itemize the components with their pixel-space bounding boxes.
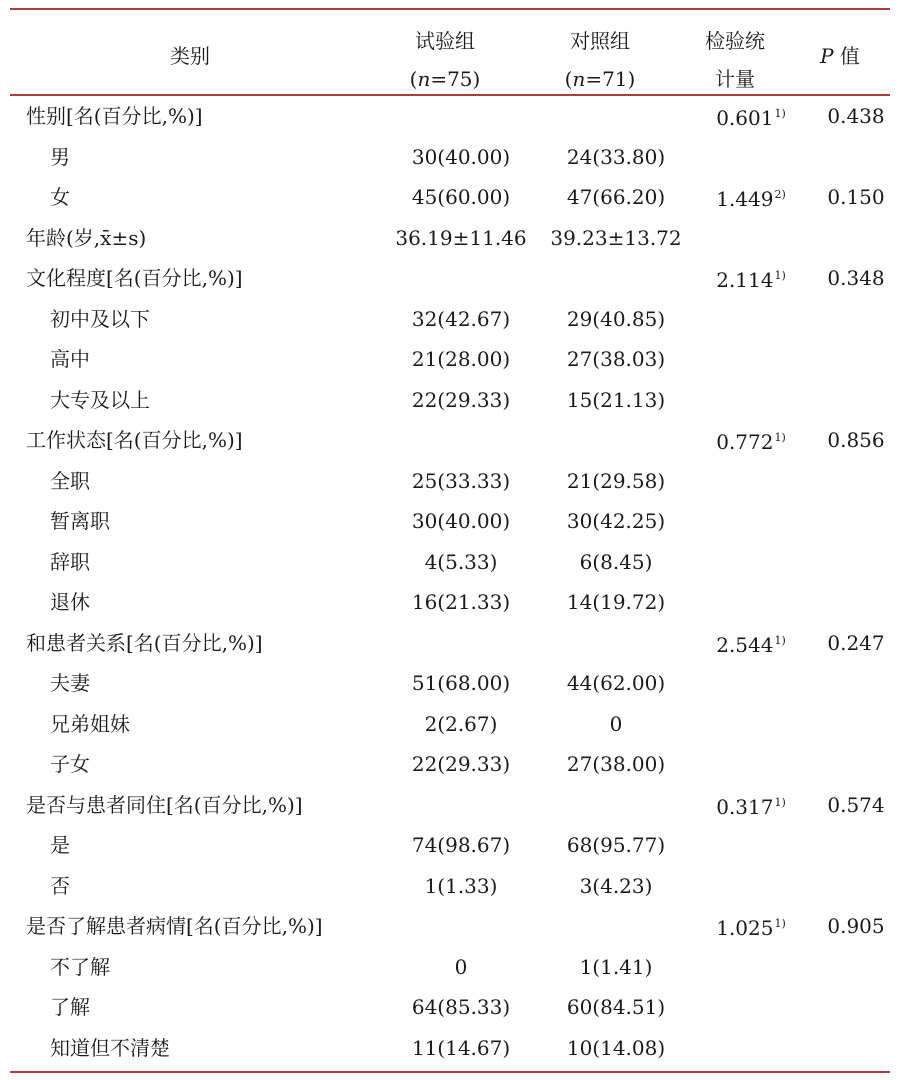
cell-control-group	[536, 785, 696, 826]
cell-p-value-text: 0.438	[827, 104, 885, 129]
cell-control-group-text: 29(40.85)	[566, 306, 666, 331]
table-row	[10, 785, 900, 826]
cell-test-statistic	[696, 744, 806, 785]
cell-p-value-text: 0.150	[827, 185, 885, 210]
cell-control-group-text: 6(8.45)	[579, 549, 653, 574]
cell-control-group-text: 30(42.25)	[566, 509, 666, 534]
cell-control-group-text: 14(19.72)	[566, 590, 666, 615]
cell-p-value	[806, 380, 900, 421]
footnote-marker: 1)	[774, 795, 786, 809]
cell-trial-group	[386, 906, 536, 947]
cell-p-value	[806, 663, 900, 704]
header-trial-group	[370, 22, 520, 98]
cell-trial-group-text: 30(40.00)	[411, 144, 511, 169]
cell-trial-group	[386, 987, 536, 1028]
cell-p-value	[806, 866, 900, 907]
cell-p-value	[806, 947, 900, 988]
cell-trial-group-text: 1(1.33)	[424, 873, 498, 898]
table-row	[10, 1028, 900, 1069]
cell-p-value	[806, 825, 900, 866]
footnote-marker: 1)	[774, 269, 786, 283]
cell-category	[10, 137, 386, 178]
cell-control-group	[536, 623, 696, 664]
table-row	[10, 825, 900, 866]
header-p-rest: 值	[833, 44, 860, 68]
cell-test-statistic	[696, 906, 806, 947]
table-header	[10, 10, 890, 94]
cell-control-group	[536, 542, 696, 583]
cell-trial-group	[386, 218, 536, 259]
cell-trial-group	[386, 501, 536, 542]
cell-control-group-text: 44(62.00)	[566, 671, 666, 696]
cell-test-statistic	[696, 947, 806, 988]
cell-p-value	[806, 501, 900, 542]
table-row	[10, 339, 900, 380]
cell-control-group	[536, 380, 696, 421]
cell-category	[10, 906, 386, 947]
table-row	[10, 420, 900, 461]
cell-trial-group	[386, 420, 536, 461]
cell-p-value	[806, 542, 900, 583]
table-row	[10, 906, 900, 947]
cell-trial-group-text: 36.19±11.46	[395, 225, 527, 250]
cell-test-statistic	[696, 623, 806, 664]
cell-category-text: 和患者关系[名(百分比,%)]	[26, 630, 263, 655]
cell-control-group	[536, 704, 696, 745]
cell-category-text: 高中	[50, 347, 90, 372]
cell-p-value	[806, 339, 900, 380]
cell-trial-group	[386, 623, 536, 664]
table-row	[10, 218, 900, 259]
table-row	[10, 744, 900, 785]
cell-test-statistic	[696, 96, 806, 137]
table-row	[10, 542, 900, 583]
cell-category-text: 男	[50, 144, 70, 169]
footnote-marker: 1)	[774, 917, 786, 931]
header-p-var: P	[820, 44, 834, 68]
cell-trial-group	[386, 339, 536, 380]
cell-category-text: 知道但不清楚	[50, 1035, 170, 1060]
cell-trial-group-text: 16(21.33)	[411, 590, 511, 615]
cell-p-value	[806, 906, 900, 947]
header-control-n-value: =71	[585, 67, 628, 91]
cell-trial-group	[386, 663, 536, 704]
cell-control-group-text: 39.23±13.72	[550, 225, 682, 250]
cell-test-statistic-text: 1.449	[716, 187, 774, 212]
cell-trial-group	[386, 1028, 536, 1069]
cell-control-group-text: 68(95.77)	[566, 833, 666, 858]
table-row	[10, 663, 900, 704]
cell-test-statistic	[696, 177, 806, 218]
cell-category	[10, 501, 386, 542]
cell-category-text: 全职	[50, 468, 90, 493]
cell-trial-group-text: 2(2.67)	[424, 711, 498, 736]
cell-category	[10, 825, 386, 866]
cell-trial-group	[386, 542, 536, 583]
table-row	[10, 947, 900, 988]
cell-category	[10, 947, 386, 988]
cell-trial-group-text: 45(60.00)	[411, 185, 511, 210]
cell-category-text: 夫妻	[50, 671, 90, 696]
cell-category-text: 是否与患者同住[名(百分比,%)]	[26, 792, 303, 817]
cell-test-statistic	[696, 663, 806, 704]
cell-trial-group-text: 4(5.33)	[424, 549, 498, 574]
cell-test-statistic	[696, 987, 806, 1028]
header-test-statistic	[680, 22, 790, 98]
footnote-marker: 1)	[774, 633, 786, 647]
cell-test-statistic	[696, 137, 806, 178]
cell-trial-group	[386, 704, 536, 745]
header-trial-n-value: =75	[430, 67, 473, 91]
cell-control-group-text: 1(1.41)	[579, 954, 653, 979]
cell-category-text: 是	[50, 833, 70, 858]
cell-p-value-text: 0.574	[827, 792, 885, 817]
cell-category	[10, 218, 386, 259]
cell-p-value	[806, 987, 900, 1028]
cell-trial-group-text: 21(28.00)	[411, 347, 511, 372]
cell-test-statistic-text: 0.317	[716, 794, 774, 819]
cell-trial-group	[386, 96, 536, 137]
cell-p-value	[806, 785, 900, 826]
cell-control-group	[536, 987, 696, 1028]
cell-control-group	[536, 339, 696, 380]
table-row	[10, 137, 900, 178]
cell-control-group-text: 47(66.20)	[566, 185, 666, 210]
cell-trial-group	[386, 258, 536, 299]
cell-category	[10, 785, 386, 826]
cell-category-text: 了解	[50, 995, 90, 1020]
cell-test-statistic	[696, 866, 806, 907]
cell-control-group	[536, 501, 696, 542]
header-p-value	[790, 40, 890, 69]
cell-control-group	[536, 866, 696, 907]
cell-control-group	[536, 461, 696, 502]
footnote-marker: 1)	[774, 431, 786, 445]
cell-control-group	[536, 177, 696, 218]
cell-p-value	[806, 177, 900, 218]
cell-test-statistic	[696, 825, 806, 866]
cell-category	[10, 339, 386, 380]
cell-trial-group-text: 22(29.33)	[411, 387, 511, 412]
table-body	[10, 96, 900, 1068]
cell-trial-group-text: 64(85.33)	[411, 995, 511, 1020]
cell-control-group	[536, 1028, 696, 1069]
cell-trial-group	[386, 380, 536, 421]
cell-trial-group	[386, 825, 536, 866]
cell-p-value	[806, 218, 900, 259]
cell-category	[10, 420, 386, 461]
cell-test-statistic	[696, 218, 806, 259]
cell-control-group-text: 0	[609, 711, 623, 736]
cell-test-statistic-text: 0.772	[716, 430, 774, 455]
cell-test-statistic	[696, 542, 806, 583]
table-row	[10, 96, 900, 137]
cell-control-group-text: 27(38.00)	[566, 752, 666, 777]
table-row	[10, 380, 900, 421]
cell-category	[10, 866, 386, 907]
cell-category	[10, 704, 386, 745]
cell-trial-group-text: 32(42.67)	[411, 306, 511, 331]
cell-control-group-text: 21(29.58)	[566, 468, 666, 493]
table-row	[10, 299, 900, 340]
cell-category	[10, 299, 386, 340]
cell-category-text: 初中及以下	[50, 306, 150, 331]
cell-category	[10, 663, 386, 704]
cell-p-value	[806, 96, 900, 137]
cell-test-statistic	[696, 582, 806, 623]
cell-category-text: 文化程度[名(百分比,%)]	[26, 266, 243, 291]
cell-trial-group-text: 22(29.33)	[411, 752, 511, 777]
cell-category-text: 大专及以上	[50, 387, 150, 412]
cell-category	[10, 258, 386, 299]
cell-trial-group	[386, 299, 536, 340]
cell-p-value	[806, 623, 900, 664]
cell-trial-group-text: 51(68.00)	[411, 671, 511, 696]
cell-p-value	[806, 258, 900, 299]
cell-test-statistic-text: 2.544	[716, 632, 774, 657]
cell-category	[10, 542, 386, 583]
cell-p-value-text: 0.348	[827, 266, 885, 291]
cell-control-group	[536, 137, 696, 178]
cell-trial-group	[386, 582, 536, 623]
table-row	[10, 987, 900, 1028]
cell-control-group-text: 3(4.23)	[579, 873, 653, 898]
cell-control-group-text: 60(84.51)	[566, 995, 666, 1020]
cell-control-group	[536, 299, 696, 340]
cell-category	[10, 461, 386, 502]
cell-p-value	[806, 299, 900, 340]
cell-trial-group-text: 0	[454, 954, 468, 979]
cell-p-value	[806, 137, 900, 178]
cell-p-value-text: 0.247	[827, 630, 885, 655]
cell-p-value	[806, 744, 900, 785]
table-bottom-rule	[10, 1071, 890, 1073]
cell-trial-group-text: 30(40.00)	[411, 509, 511, 534]
cell-p-value-text: 0.856	[827, 428, 885, 453]
cell-p-value	[806, 1028, 900, 1069]
cell-p-value	[806, 461, 900, 502]
cell-category-text: 否	[50, 873, 70, 898]
cell-test-statistic	[696, 380, 806, 421]
cell-test-statistic-text: 1.025	[716, 916, 774, 941]
cell-category-text: 兄弟姐妹	[50, 711, 130, 736]
cell-p-value	[806, 420, 900, 461]
table-row	[10, 461, 900, 502]
cell-test-statistic	[696, 704, 806, 745]
table-row	[10, 623, 900, 664]
cell-category	[10, 623, 386, 664]
header-trial-n: (n=75)	[409, 67, 481, 91]
header-control-name: 对照组	[570, 29, 630, 53]
cell-control-group	[536, 96, 696, 137]
cell-test-statistic	[696, 258, 806, 299]
cell-test-statistic	[696, 339, 806, 380]
header-stat-line1: 检验统	[705, 29, 765, 53]
table-row	[10, 501, 900, 542]
cell-control-group	[536, 218, 696, 259]
cell-control-group-text: 15(21.13)	[566, 387, 666, 412]
cell-category-text: 暂离职	[50, 509, 110, 534]
cell-category-text: 是否了解患者病情[名(百分比,%)]	[26, 914, 323, 939]
cell-category	[10, 177, 386, 218]
cell-test-statistic	[696, 420, 806, 461]
cell-control-group	[536, 947, 696, 988]
cell-control-group	[536, 258, 696, 299]
table-row	[10, 177, 900, 218]
cell-test-statistic	[696, 461, 806, 502]
cell-category-text: 不了解	[50, 954, 110, 979]
footnote-marker: 2)	[774, 188, 786, 202]
cell-test-statistic	[696, 1028, 806, 1069]
header-category: 类别	[170, 44, 210, 68]
header-stat-line2: 计量	[715, 67, 755, 91]
cell-category	[10, 380, 386, 421]
cell-control-group-text: 10(14.08)	[566, 1035, 666, 1060]
cell-category	[10, 1028, 386, 1069]
cell-trial-group	[386, 744, 536, 785]
table-row	[10, 866, 900, 907]
cell-category-text: 性别[名(百分比,%)]	[26, 104, 203, 129]
cell-control-group	[536, 744, 696, 785]
table-row	[10, 582, 900, 623]
cell-control-group	[536, 582, 696, 623]
cell-test-statistic-text: 2.114	[716, 268, 774, 293]
cell-control-group	[536, 420, 696, 461]
cell-trial-group-text: 74(98.67)	[411, 833, 511, 858]
table-row	[10, 258, 900, 299]
cell-control-group-text: 24(33.80)	[566, 144, 666, 169]
cell-control-group	[536, 906, 696, 947]
header-control-n-var: n	[572, 67, 586, 91]
header-control-n: (n=71)	[564, 67, 636, 91]
cell-test-statistic	[696, 501, 806, 542]
cell-trial-group-text: 25(33.33)	[411, 468, 511, 493]
table-row	[10, 704, 900, 745]
cell-category-text: 退休	[50, 590, 90, 615]
header-trial-name: 试验组	[415, 29, 475, 53]
cell-category-text: 子女	[50, 752, 90, 777]
cell-category	[10, 744, 386, 785]
cell-test-statistic	[696, 785, 806, 826]
cell-trial-group	[386, 866, 536, 907]
data-table	[10, 96, 900, 1068]
cell-category	[10, 987, 386, 1028]
footnote-marker: 1)	[774, 107, 786, 121]
cell-test-statistic-text: 0.601	[716, 106, 774, 131]
cell-test-statistic	[696, 299, 806, 340]
cell-trial-group	[386, 461, 536, 502]
cell-p-value-text: 0.905	[827, 914, 885, 939]
cell-p-value	[806, 582, 900, 623]
cell-control-group	[536, 825, 696, 866]
cell-control-group-text: 27(38.03)	[566, 347, 666, 372]
cell-category-text: 工作状态[名(百分比,%)]	[26, 428, 243, 453]
cell-category-text: 年龄(岁,x̄±s)	[26, 225, 147, 250]
cell-category	[10, 96, 386, 137]
cell-p-value	[806, 704, 900, 745]
header-trial-n-var: n	[417, 67, 431, 91]
cell-category-text: 辞职	[50, 549, 90, 574]
header-control-group	[520, 22, 680, 98]
cell-trial-group	[386, 785, 536, 826]
cell-trial-group	[386, 947, 536, 988]
cell-category-text: 女	[50, 185, 70, 210]
cell-control-group	[536, 663, 696, 704]
cell-trial-group	[386, 177, 536, 218]
cell-category	[10, 582, 386, 623]
cell-trial-group-text: 11(14.67)	[411, 1035, 511, 1060]
cell-trial-group	[386, 137, 536, 178]
